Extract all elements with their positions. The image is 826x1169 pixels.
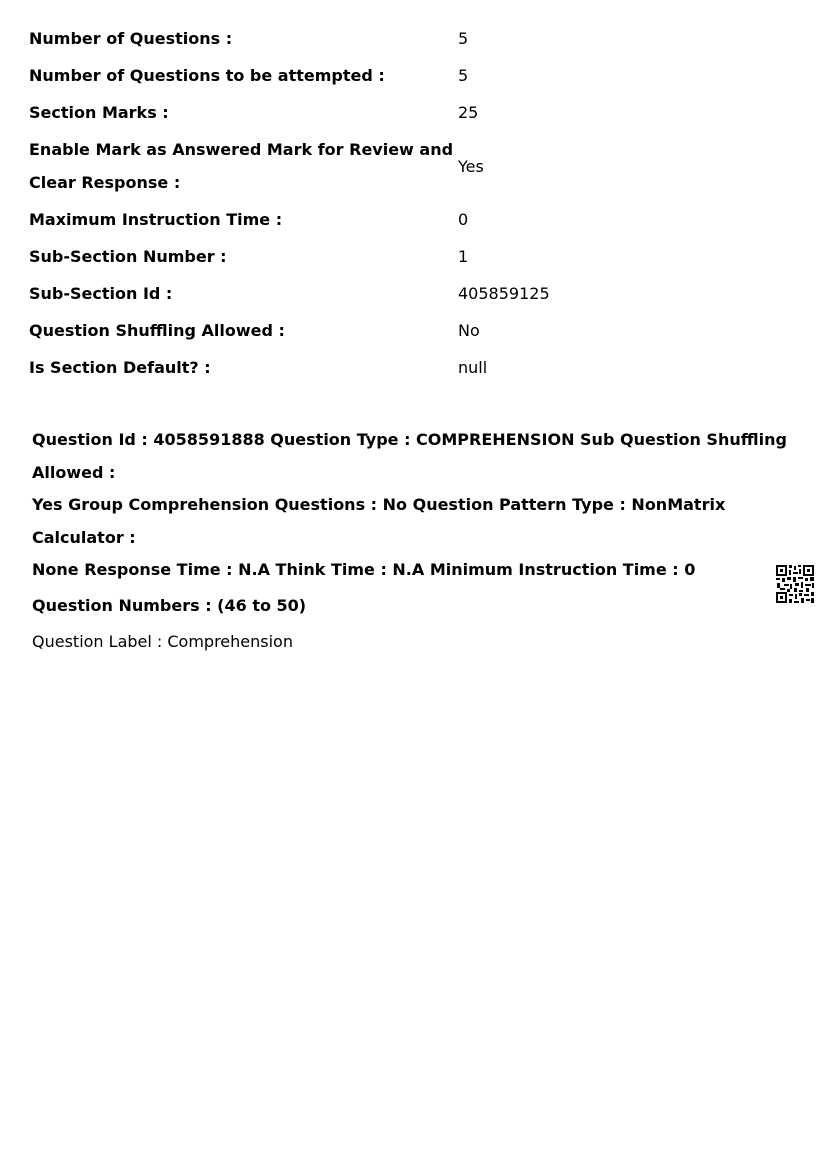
info-value: 0: [458, 210, 469, 229]
info-row: [29, 131, 819, 201]
info-value: No: [458, 321, 480, 340]
info-value: null: [458, 358, 488, 377]
question-meta-line: Yes Group Comprehension Questions : No Question Pattern Type : NonMatrix Calculator :: [32, 495, 731, 547]
info-row: [29, 349, 819, 386]
question-meta-line: Question Id : 4058591888 Question Type : COMPREHENSION Sub Question Shuffling Allowed :: [32, 430, 793, 482]
info-row: [29, 238, 819, 275]
question-meta-line: None Response Time : N.A Think Time : N.A Minimum Instruction Time : 0: [32, 560, 696, 580]
info-value: 25: [458, 103, 479, 122]
info-row: [29, 275, 819, 312]
question-meta: [32, 424, 812, 587]
question-numbers: Question Numbers : (46 to 50): [32, 595, 307, 615]
info-value: Yes: [458, 156, 484, 176]
qr-code-icon: [775, 564, 815, 604]
info-row: [29, 94, 819, 131]
info-value: 5: [458, 66, 469, 85]
info-label: Maximum Instruction Time :: [29, 210, 283, 229]
section-info-table: [29, 20, 819, 386]
info-label: Section Marks :: [29, 103, 169, 122]
info-label: Sub-Section Id :: [29, 284, 173, 303]
info-row: [29, 201, 819, 238]
question-block: [32, 424, 812, 658]
info-label: Sub-Section Number :: [29, 247, 227, 266]
info-label: Question Shuffling Allowed :: [29, 321, 285, 340]
info-value: 405859125: [458, 284, 550, 303]
info-label: Is Section Default? :: [29, 358, 211, 377]
info-row: [29, 20, 819, 57]
info-label: Number of Questions :: [29, 29, 233, 48]
info-value: 5: [458, 29, 469, 48]
question-label: Question Label : Comprehension: [32, 631, 293, 651]
info-row: [29, 312, 819, 349]
info-label: Number of Questions to be attempted :: [29, 66, 385, 85]
info-label: Enable Mark as Answered Mark for Review and Clear Response :: [29, 140, 454, 192]
info-value: 1: [458, 247, 469, 266]
info-row: [29, 57, 819, 94]
